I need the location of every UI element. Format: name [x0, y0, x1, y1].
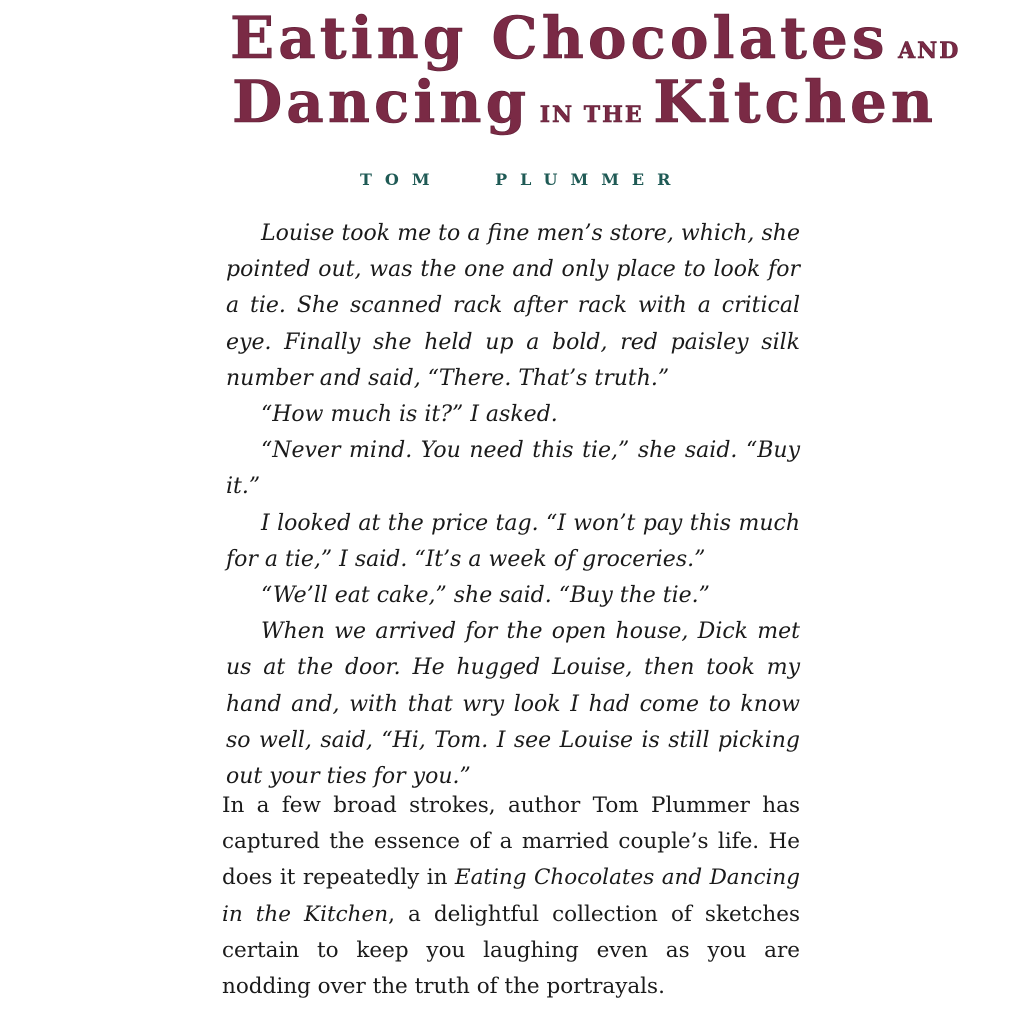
excerpt-paragraph: “We’ll eat cake,” she said. “Buy the tie.” [261, 583, 710, 609]
blurb-text-end: , a delightful collection of sketches certain to keep you laughing even as you are nodding over the truth of the portrayals. [222, 901, 800, 1000]
author-name [360, 170, 684, 189]
title-dancing: Dancing [232, 68, 531, 136]
blurb-paragraph [222, 788, 800, 1005]
excerpt-paragraph: Louise took me to a fine men’s store, which, she pointed out, was the one and only place to look for a tie. She scanned rack after rack with a critical eye. Finally she held up a bold, red paisley silk number and said, “There. That’s truth.” [226, 221, 800, 391]
excerpt [226, 216, 800, 795]
title-in-the: IN THE [539, 102, 644, 128]
blurb-text-start: In a few broad strokes, author Tom Plummer has captured the essence of a married couple’s life. He does it repeatedly in [222, 793, 800, 891]
excerpt-paragraph: I looked at the price tag. “I won’t pay this much for a tie,” I said. “It’s a week of groceries.” [226, 510, 800, 572]
excerpt-paragraph: When we arrived for the open house, Dick met us at the door. He hugged Louise, then took my hand and, with that wry look I had come to know so well, said, “Hi, Tom. I see Louise is still picking out your ties for you.” [226, 619, 800, 790]
title-line-1 [230, 4, 961, 72]
blurb-book-title: Eating Chocolates and Dancing in the Kitchen [222, 865, 800, 927]
title-and: AND [898, 38, 961, 64]
title-kitchen: Kitchen [653, 68, 938, 136]
title-eating-chocolates: Eating Chocolates [230, 4, 889, 72]
excerpt-paragraph: “How much is it?” I asked. [261, 402, 558, 428]
author-last-name: PLUMMER [495, 170, 684, 189]
excerpt-paragraph: “Never mind. You need this tie,” she said. “Buy it.” [226, 438, 800, 500]
blurb [222, 788, 800, 1005]
author-first-name: TOM [360, 170, 443, 189]
title-line-2 [232, 68, 938, 136]
